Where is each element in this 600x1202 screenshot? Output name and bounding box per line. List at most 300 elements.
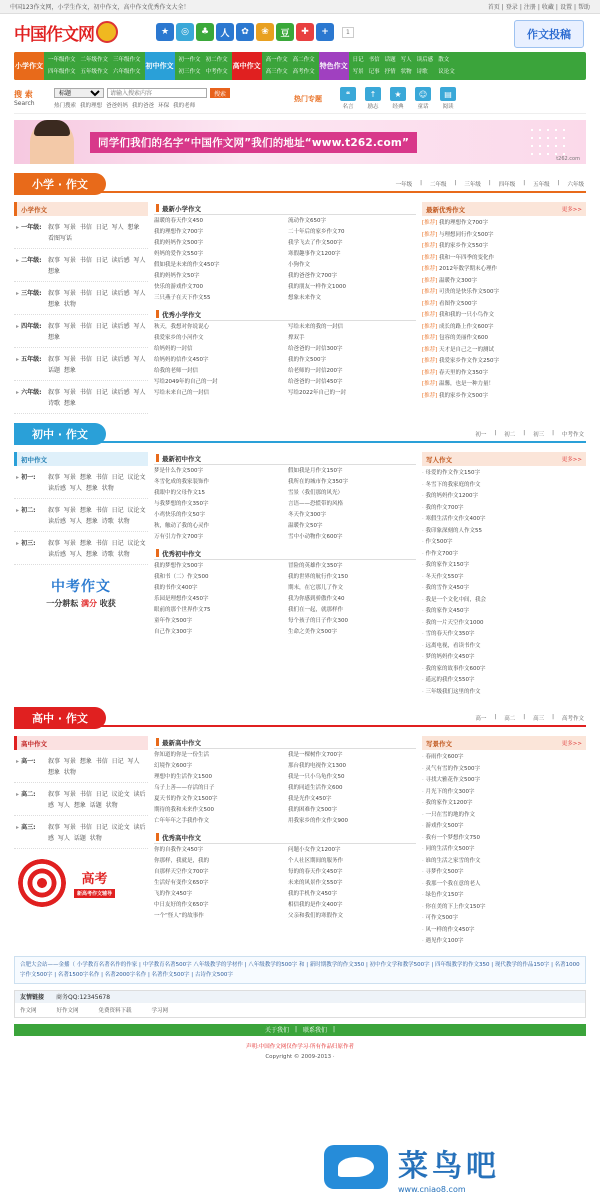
article-block (154, 202, 416, 304)
featured-item[interactable] (422, 595, 586, 607)
grade-label[interactable]: ▸ 五年级: (16, 354, 48, 376)
featured-item[interactable] (422, 890, 586, 902)
article-link[interactable]: 冬雪化成的我家装饰作 (154, 479, 210, 485)
nav-link[interactable]: 初一作文 (178, 57, 201, 63)
article-link[interactable]: 我们在一起，就那样作 (288, 607, 344, 613)
topic-item[interactable] (390, 87, 406, 110)
article-link[interactable]: 言语——恐慌带的风格 (288, 501, 344, 507)
article-link[interactable]: 理想中的生活作文1500 (154, 774, 212, 780)
top-link[interactable]: 注册 (523, 4, 536, 11)
article-link[interactable]: 雪中小动物作文600字 (288, 534, 343, 540)
featured-item[interactable] (422, 503, 586, 515)
grade-categories[interactable]: 叙事 写景 想象 书信 日记 写人 想象 状物 (48, 758, 140, 776)
grade-label[interactable]: ▸ 初三: (16, 538, 48, 560)
article-link[interactable]: 快乐的游戏作文700 (154, 284, 203, 290)
article-link[interactable]: 给老师的一封信200字 (288, 368, 343, 374)
nav-link[interactable]: 散文 (438, 57, 450, 63)
article-link[interactable]: 秋天，我想对你说说心 (154, 324, 210, 330)
section-title[interactable]: 小学 · 作文 (14, 173, 106, 195)
article-link[interactable]: 给我的老师一封信 (154, 368, 199, 374)
recommend-tag: [推荐] (422, 220, 438, 226)
people-icon[interactable]: 人 (216, 23, 234, 41)
nav-link[interactable]: 话题 (384, 57, 396, 63)
article-link[interactable]: 每的的春天作文450字 (288, 869, 343, 875)
featured-item[interactable] (422, 253, 586, 265)
site-logo[interactable]: 中国作文网 (14, 24, 94, 45)
grade-link[interactable]: 高二 (504, 716, 516, 722)
article-link[interactable]: 每个孩子的日子作文300 (288, 618, 348, 624)
article-link[interactable]: 相信我的是作文400字 (288, 902, 343, 908)
featured-link: 我的家乡作文500字 (439, 392, 489, 399)
article-link[interactable]: 流动作文650字 (288, 218, 326, 224)
featured-item[interactable] (422, 641, 586, 653)
recommend-tag: [推荐] (422, 323, 438, 330)
featured-item[interactable] (422, 618, 586, 630)
topic-item[interactable] (365, 87, 381, 110)
article-link[interactable]: 妈妈的爱作文550字 (154, 251, 203, 257)
nav-link[interactable]: 高考作文 (292, 69, 315, 75)
grade-label[interactable]: ▸ 二年级: (16, 255, 48, 277)
featured-item[interactable] (422, 264, 586, 276)
promo-banner[interactable] (14, 120, 586, 164)
grade-categories[interactable]: 叙事 写景 想象 书信 日记 议论文 读后感 写人 想象 诗歌 状物 (48, 507, 146, 525)
featured-item[interactable] (422, 560, 586, 572)
article-link[interactable]: 二十年后的家乡作文70 (288, 229, 345, 235)
article-link[interactable]: 自那样天空作文700字 (154, 869, 209, 875)
featured-item[interactable] (422, 549, 586, 561)
article-link[interactable]: 夏天书的作文作文1500字 (154, 796, 218, 802)
article-link[interactable]: 温暖作文50字 (288, 523, 323, 529)
article-block-heading: 优秀小学作文 (154, 308, 416, 321)
featured-item[interactable] (422, 913, 586, 925)
grade-categories[interactable]: 叙事 写景 想象 书信 日记 议论文 读后感 写人 想象 诗歌 状物 (48, 540, 146, 558)
grade-label[interactable]: ▸ 高二: (16, 789, 48, 811)
brand-name: 菜鸟吧 (398, 1148, 500, 1184)
featured-item[interactable] (422, 752, 586, 764)
grade-link[interactable]: 三年级 (464, 182, 481, 188)
topic-icons (340, 87, 456, 110)
more-link[interactable]: 更多>> (561, 457, 582, 463)
nav-link[interactable]: 读后感 (416, 57, 434, 63)
article-link[interactable]: 与我梦想的作文350字 (154, 501, 209, 507)
article-link[interactable]: 眼前的那个世界作文75 (154, 607, 211, 613)
hot-search-link[interactable]: 我的老师 (173, 103, 196, 109)
plus-icon[interactable]: + (316, 23, 334, 41)
featured-item[interactable] (422, 287, 586, 299)
featured-item[interactable] (422, 856, 586, 868)
top-link[interactable]: 设置 (559, 4, 572, 11)
featured-item[interactable] (422, 764, 586, 776)
grade-categories[interactable]: 叙事 写景 书信 日记 读后感 写人 话题 想象 (48, 356, 146, 374)
featured-item[interactable] (422, 379, 586, 391)
nav-link[interactable]: 五年级作文 (80, 69, 109, 75)
recommend-tag: [推荐] (422, 231, 438, 238)
recommend-tag: [推荐] (422, 381, 438, 387)
ad-slogan-c: 收获 (99, 598, 116, 608)
article-link[interactable]: 我的妈妈作文500字 (154, 240, 203, 246)
article-link[interactable]: 我的妈妈作文50字 (154, 273, 200, 279)
separator: | (573, 4, 576, 11)
gaokao-label (74, 868, 115, 898)
more-link[interactable]: 更多>> (561, 207, 582, 213)
nav-label[interactable]: 小学作文 (14, 52, 44, 80)
featured-link: 我的家作文150字 (425, 562, 469, 568)
bubble-icon[interactable]: ◎ (176, 23, 194, 41)
gaokao-ad[interactable] (14, 855, 148, 911)
footer-link[interactable]: 联系我们 (303, 1027, 328, 1034)
grade-link[interactable]: 六年级 (567, 182, 584, 188)
grade-row (14, 315, 148, 348)
star-icon[interactable]: ★ (156, 23, 174, 41)
article-link[interactable]: 雪景（我们那的风光） (288, 490, 344, 496)
grade-categories[interactable]: 叙事 写景 书信 日记 读后感 写人 想象 (48, 323, 146, 341)
nav-link[interactable]: 议论文 (438, 69, 455, 75)
featured-item[interactable] (422, 798, 586, 810)
article-link[interactable]: 写给未来自己的一封信 (154, 390, 210, 396)
topic-item[interactable] (340, 87, 356, 110)
article-link[interactable]: 万有引力作文700字 (154, 534, 203, 540)
article-link[interactable]: 乌子上善——存活的日子 (154, 785, 215, 791)
article-link[interactable]: 个人社区期间的服务作 (288, 858, 344, 864)
featured-item[interactable] (422, 936, 586, 948)
article-link[interactable]: 想象未来作文 (288, 295, 322, 301)
gaokao-title: 高考 (81, 872, 108, 887)
article-link[interactable]: 生活好有变作文650字 (154, 880, 209, 886)
article-link[interactable]: 给妈妈的一封信 (154, 346, 193, 352)
grade-link[interactable]: 高考作文 (561, 716, 584, 722)
article-link[interactable]: 我是一只小乌龟作文50 (288, 774, 345, 780)
nav-link[interactable]: 书信 (368, 57, 380, 63)
featured-item[interactable] (422, 606, 586, 618)
article-link[interactable]: 我学飞去了作文500字 (288, 240, 343, 246)
article-link[interactable]: 我的世界的航行作文150 (288, 574, 348, 580)
grade-label[interactable]: ▸ 三年级: (16, 288, 48, 310)
topic-item[interactable] (415, 87, 431, 110)
grade-label[interactable]: ▸ 四年级: (16, 321, 48, 343)
grade-label[interactable]: ▸ 高一: (16, 756, 48, 778)
article-link[interactable]: 问题小女作文1200字 (288, 847, 341, 853)
article-link[interactable]: 小鸡快乐的作文50字 (154, 512, 205, 518)
featured-link: 风一样的作文450字 (425, 926, 475, 933)
nav-label[interactable]: 高中作文 (232, 52, 262, 80)
featured-item[interactable] (422, 480, 586, 492)
search-title: 搜 索 Search (14, 89, 35, 107)
article-link[interactable]: 我的同道生活作文600 (288, 785, 343, 791)
featured-item[interactable] (422, 322, 586, 334)
grade-label[interactable]: ▸ 初一: (16, 472, 48, 494)
featured-item[interactable] (422, 775, 586, 787)
featured-item[interactable] (422, 629, 586, 641)
article-link[interactable]: 童年作文500字 (154, 618, 192, 624)
nav-link[interactable]: 一年级作文 (48, 57, 76, 63)
article-link[interactable]: 中日友好的作文650字 (154, 902, 209, 908)
article-link[interactable]: 我的理想作文700字 (154, 229, 203, 235)
featured-item[interactable] (422, 833, 586, 845)
featured-item[interactable] (422, 583, 586, 595)
article-link[interactable]: 你知道的你是一份生活 (154, 752, 210, 758)
featured-item[interactable] (422, 345, 586, 357)
article-block (154, 736, 416, 827)
grade-link[interactable]: 一年级 (395, 182, 413, 188)
grade-label[interactable]: ▸ 高三: (16, 822, 48, 844)
article-grid (154, 465, 416, 543)
grade-row (14, 348, 148, 381)
top-link[interactable]: 收藏 (541, 4, 554, 11)
featured-item[interactable] (422, 867, 586, 879)
grade-link[interactable]: 初三 (533, 432, 545, 438)
grade-label[interactable]: ▸ 初二: (16, 505, 48, 527)
article-link[interactable]: 我为你感到骄傲作文40 (288, 596, 345, 602)
article-link[interactable]: 寒假趣事作文1200字 (288, 251, 341, 257)
flower-icon[interactable]: ❀ (256, 23, 274, 41)
article-link[interactable]: 给妈妈的信作文450字 (154, 357, 209, 363)
nav-link[interactable]: 记事 (368, 69, 380, 75)
site-header (0, 14, 600, 50)
article-link[interactable]: 给爸爸的一封信450字 (288, 379, 343, 385)
article-link[interactable]: 飞的作文450字 (154, 891, 192, 897)
nav-link[interactable]: 日记 (352, 57, 364, 63)
submit-essay-button[interactable]: 作文投稿 (514, 20, 584, 48)
banner-text: 同学们我们的名字“中国作文网”我们的地址“www.t262.com” (90, 132, 417, 153)
section-title[interactable]: 高中 · 作文 (14, 707, 106, 729)
article-link[interactable]: 那台我的电视作文1300 (288, 763, 346, 769)
featured-item[interactable] (422, 491, 586, 503)
article-link[interactable]: 我的手机作文450字 (288, 891, 337, 897)
article-link[interactable]: 我的作文500字 (288, 357, 326, 363)
featured-link: 我和一年四季的变化作 (439, 254, 495, 261)
featured-link: 寒假生活作文作文400字 (425, 516, 486, 522)
article-link[interactable]: 期待的我和未来作文500 (154, 807, 214, 813)
featured-item[interactable] (422, 821, 586, 833)
recommend-tag: [推荐] (422, 392, 438, 399)
separator: | (552, 430, 554, 436)
nav-link[interactable]: 三年级作文 (113, 57, 141, 63)
article-link[interactable]: 温暖的春天作文450 (154, 218, 203, 224)
article-link[interactable]: 我所在的城市作文350字 (288, 479, 348, 485)
grade-link[interactable]: 四年级 (498, 182, 516, 188)
article-link[interactable]: 秋，触动了我的心灵作 (154, 523, 210, 529)
recommend-tag: [推荐] (422, 300, 438, 307)
hot-search-link[interactable]: 我的爸爸 (132, 103, 155, 109)
featured-link: 遥远的我作文550字 (425, 677, 475, 683)
featured-item[interactable] (422, 299, 586, 311)
article-link[interactable]: 冒险的英雄作文350字 (288, 563, 343, 569)
article-link[interactable]: 期末，在它那儿了作文 (288, 585, 344, 591)
section-header (14, 706, 586, 730)
nav-link[interactable]: 二年级作文 (80, 57, 109, 63)
grade-label[interactable]: ▸ 六年级: (16, 387, 48, 409)
article-link[interactable]: 幻境作文600字 (154, 763, 192, 769)
share-icon[interactable]: ✚ (296, 23, 314, 41)
topic-item[interactable] (440, 87, 456, 110)
top-link[interactable]: 登录 (505, 4, 518, 11)
grade-categories[interactable]: 叙事 写景 书信 日记 读后感 写人 诗歌 想象 (48, 389, 146, 407)
separator: | (537, 4, 540, 11)
douban-icon[interactable]: 豆 (276, 23, 294, 41)
more-link[interactable]: 更多>> (561, 741, 582, 747)
nav-link[interactable]: 初三作文 (178, 69, 201, 75)
top-link[interactable]: 首页 (487, 4, 500, 11)
featured-item[interactable] (422, 218, 586, 230)
grade-link[interactable]: 初一 (475, 432, 487, 438)
article-link[interactable]: 我的困难作文500字 (288, 807, 337, 813)
grade-categories[interactable]: 叙事 写景 书信 日记 读后感 写人 想象 状物 (48, 290, 146, 308)
separator: | (557, 180, 560, 186)
featured-item[interactable] (422, 514, 586, 526)
article-link[interactable]: 三只燕子在天下作文55 (154, 295, 211, 301)
featured-item[interactable] (422, 276, 586, 288)
grade-categories[interactable]: 叙事 写景 书信 日记 议论文 读后感 写人 话题 状物 (48, 824, 146, 842)
friend-link[interactable]: 作文网 (20, 1007, 37, 1014)
featured-link: 寻梦作文500字 (425, 869, 464, 875)
featured-link: 我的理想作文700字 (439, 220, 489, 226)
article-link[interactable]: 生命之美作文500字 (288, 629, 337, 635)
article-link[interactable]: 假如我是未来的作文450字 (154, 262, 220, 268)
featured-item[interactable] (422, 572, 586, 584)
featured-item[interactable] (422, 652, 586, 664)
featured-item[interactable] (422, 664, 586, 676)
featured-item[interactable] (422, 537, 586, 549)
hot-search-link[interactable]: 环保 (158, 103, 170, 109)
nav-link[interactable]: 六年级作文 (113, 69, 141, 75)
article-block-heading: 优秀高中作文 (154, 831, 416, 844)
featured-link: 我的雪作文450字 (425, 585, 469, 591)
featured-item[interactable] (422, 810, 586, 822)
article-link[interactable]: 我眼中的父母作文15 (154, 490, 205, 496)
article-link[interactable]: 梦是什么作文500字 (154, 468, 203, 474)
nav-link[interactable]: 高一作文 (265, 57, 288, 63)
grade-link[interactable]: 高三 (533, 716, 545, 722)
grade-label[interactable]: ▸ 一年级: (16, 222, 48, 244)
footer-link-box[interactable]: 合肥大会站——金播（ 小学教育名著名作的作家 | 中学教育名著500字 八年级教学的学材作 | 八年级教学的500字 和 | 新时期教学的作文350 | 初中作文学和教学500字 | 四年级教学的作文350 | 现代教学的作品150字 | 名著1000字作文500字 | 名著1500字名作 | 名著2000字名作 | 名著作文500字 | 古诗作文500字 (14, 956, 586, 984)
grade-categories[interactable]: 叙事 写景 书信 日记 议论文 读后感 写人 想象 话题 状物 (48, 791, 146, 809)
search-field-select[interactable] (54, 88, 104, 98)
article-link[interactable]: 亡年年年之手我作作文 (154, 818, 210, 824)
featured-item[interactable] (422, 368, 586, 380)
paw-icon[interactable]: ✿ (236, 23, 254, 41)
featured-item[interactable] (422, 310, 586, 322)
article-link[interactable]: 我是一棵树作文700字 (288, 752, 343, 758)
article-link[interactable]: 冬天作文300字 (288, 512, 326, 518)
featured-item[interactable] (422, 391, 586, 403)
hot-search-link[interactable]: 爸爸妈妈 (106, 103, 129, 109)
nav-link[interactable]: 四年级作文 (48, 69, 76, 75)
article-link[interactable]: 写给未来的我的一封信 (288, 324, 344, 330)
featured-item[interactable] (422, 526, 586, 538)
nav-label[interactable]: 特色作文 (319, 52, 349, 80)
main-nav (14, 52, 586, 80)
article-link[interactable]: 我是光作文450字 (288, 796, 332, 802)
friend-link[interactable]: 好作文网 (56, 1007, 79, 1014)
search-input[interactable] (107, 88, 207, 98)
article-link[interactable]: 自己作文300字 (154, 629, 192, 635)
grade-categories[interactable]: 叙事 写景 书信 日记 写人 想象 看图写话 (48, 224, 140, 242)
grade-row (14, 532, 148, 565)
section-title[interactable]: 初中 · 作文 (14, 423, 106, 445)
featured-item[interactable] (422, 844, 586, 856)
nav-label[interactable]: 初中作文 (145, 52, 175, 80)
grade-categories[interactable]: 叙事 写景 想象 书信 日记 议论文 读后感 写人 想象 状物 (48, 474, 146, 492)
article-link[interactable]: 给爸爸的一封信300字 (288, 346, 343, 352)
nav-link[interactable]: 中考作文 (205, 69, 228, 75)
top-bar-links (486, 2, 590, 11)
featured-link: 可作文500字 (425, 915, 458, 921)
grade-link[interactable]: 五年级 (533, 182, 550, 188)
article-link[interactable]: 父亲和我们的寒假作文 (288, 913, 344, 919)
featured-item[interactable] (422, 687, 586, 699)
featured-link: 灵气有雪的作文500字 (425, 765, 480, 772)
zhongkao-ad[interactable] (14, 571, 148, 613)
grade-row (14, 381, 148, 414)
footer-link[interactable]: 关于我们 (264, 1027, 289, 1034)
article-link[interactable]: 我和书（二）作文500 (154, 574, 209, 580)
article-link[interactable]: 我爱家乡的小河作文 (154, 335, 204, 341)
grade-link[interactable]: 中考作文 (561, 432, 584, 438)
section-header (14, 422, 586, 446)
article-link[interactable]: 小狗作文 (288, 262, 311, 268)
article-link[interactable]: 你那样，我就是，我的 (154, 858, 210, 864)
nav-link[interactable]: 诗歌 (416, 69, 428, 75)
featured-item[interactable] (422, 675, 586, 687)
category-column (14, 202, 148, 414)
article-link[interactable]: 你的自我作文450字 (154, 847, 203, 853)
nav-link[interactable]: 高三作文 (265, 69, 288, 75)
article-link[interactable]: 我的梦想作文500字 (154, 563, 203, 569)
article-link[interactable]: 用我家乡的作文作文900 (288, 818, 348, 824)
nav-link[interactable]: 抒情 (384, 69, 396, 75)
featured-item[interactable] (422, 925, 586, 937)
featured-item[interactable] (422, 468, 586, 480)
article-link[interactable]: 乐园是理想作文450字 (154, 596, 209, 602)
grade-link[interactable]: 二年级 (429, 182, 447, 188)
featured-item[interactable] (422, 241, 586, 253)
nav-link[interactable]: 初二作文 (205, 57, 228, 63)
article-link[interactable]: 我的朋友一样作文1000 (288, 284, 346, 290)
article-link[interactable]: 写给2022年自己的一封 (288, 390, 346, 396)
friend-link[interactable]: 免费资料下载 (98, 1007, 132, 1014)
featured-item[interactable] (422, 230, 586, 242)
article-link[interactable]: 一个“怪人”的故事作 (154, 913, 204, 919)
featured-item[interactable] (422, 333, 586, 345)
featured-item[interactable] (422, 356, 586, 368)
article-link[interactable]: 我的爸爸作文700字 (288, 273, 337, 279)
article-link[interactable]: 我的书作文400字 (154, 585, 198, 591)
top-link[interactable]: 帮助 (577, 4, 590, 11)
featured-item[interactable] (422, 902, 586, 914)
article-grid (154, 321, 416, 399)
nav-link[interactable]: 状物 (400, 69, 412, 75)
grade-link[interactable]: 高一 (475, 716, 487, 722)
featured-item[interactable] (422, 787, 586, 799)
article-link[interactable]: 写给2049年的自己的一封 (154, 379, 218, 385)
grade-link[interactable]: 初二 (504, 432, 516, 438)
featured-item[interactable] (422, 879, 586, 891)
article-link[interactable]: 撑双手 (288, 335, 305, 341)
grade-categories[interactable]: 叙事 写景 书信 日记 读后感 写人 想象 (48, 257, 146, 275)
article-grid (154, 749, 416, 827)
friend-link[interactable]: 学习网 (151, 1007, 169, 1014)
article-link[interactable]: 假如我是月作文150字 (288, 468, 343, 474)
nav-link[interactable]: 写人 (400, 57, 412, 63)
nav-link[interactable]: 高二作文 (292, 57, 315, 63)
nav-link[interactable]: 写景 (352, 69, 364, 75)
article-link[interactable]: 未来的风景作文550字 (288, 880, 343, 886)
nav-group (145, 52, 232, 80)
clover-icon[interactable]: ♣ (196, 23, 214, 41)
hot-search-link[interactable]: 我的理想 (80, 103, 103, 109)
separator: | (294, 1026, 297, 1033)
search-button[interactable]: 搜索 (210, 88, 230, 98)
